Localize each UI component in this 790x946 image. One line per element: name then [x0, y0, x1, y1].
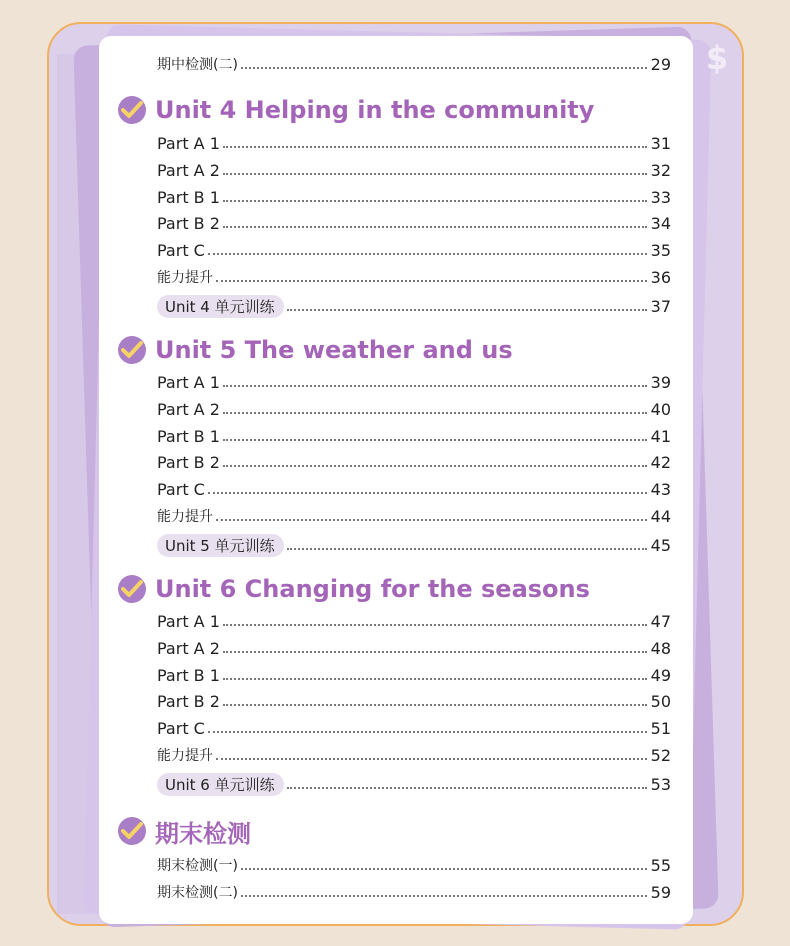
- toc-entry-label: Part A 1: [157, 133, 220, 153]
- toc-entry-page: 36: [650, 267, 671, 287]
- dollar-icon: $: [705, 39, 729, 77]
- dot-leader: [223, 172, 647, 175]
- toc-entry-page: 47: [650, 611, 671, 631]
- toc-entry-label: 能力提升: [157, 270, 213, 286]
- unit-heading-6[interactable]: [118, 572, 590, 606]
- toc-entry-label: Part C: [157, 479, 205, 499]
- toc-entry-label: 能力提升: [157, 509, 213, 525]
- toc-entry-label: Part B 2: [157, 691, 220, 711]
- toc-entry[interactable]: [157, 212, 671, 234]
- toc-entry[interactable]: [157, 717, 671, 739]
- unit-review-pill: Unit 6 单元训练: [157, 773, 284, 796]
- toc-entry-page: 43: [650, 479, 671, 499]
- toc-entry[interactable]: [157, 744, 671, 766]
- dot-leader: [287, 786, 647, 789]
- toc-entry-label: Part B 1: [157, 665, 220, 685]
- toc-entry[interactable]: [157, 637, 671, 659]
- dot-leader: [223, 703, 647, 706]
- toc-entry-page: 37: [650, 296, 671, 316]
- toc-entry-page: 31: [650, 133, 671, 153]
- toc-entry-page: 55: [650, 855, 671, 875]
- toc-entry-page: 48: [650, 638, 671, 658]
- dot-leader: [287, 308, 647, 311]
- toc-entry-label: Part B 1: [157, 426, 220, 446]
- toc-entry[interactable]: [157, 398, 671, 420]
- toc-entry[interactable]: [157, 239, 671, 261]
- toc-entry[interactable]: [157, 371, 671, 393]
- toc-entry-label: Part C: [157, 718, 205, 738]
- dot-leader: [216, 518, 647, 521]
- dot-leader: [223, 650, 647, 653]
- toc-entry[interactable]: [157, 881, 671, 903]
- toc-entry-unit-review[interactable]: [157, 773, 671, 795]
- final-exam-heading[interactable]: [118, 814, 251, 848]
- toc-entry-top-1[interactable]: [157, 53, 671, 75]
- toc-entry-label: Part B 2: [157, 213, 220, 233]
- dot-leader: [223, 145, 647, 148]
- dot-leader: [223, 677, 647, 680]
- dot-leader: [223, 384, 647, 387]
- toc-entry-page: 34: [650, 213, 671, 233]
- toc-entry[interactable]: [157, 425, 671, 447]
- unit-heading-title: Unit 6 Changing for the seasons: [155, 575, 590, 603]
- toc-entry[interactable]: [157, 266, 671, 288]
- dot-leader: [208, 491, 647, 494]
- unit-review-pill: Unit 5 单元训练: [157, 534, 284, 557]
- toc-entry-label: 期中检测(二): [157, 57, 238, 73]
- toc-entry-label: Part B 2: [157, 452, 220, 472]
- toc-entry-page: 32: [650, 160, 671, 180]
- toc-entry[interactable]: [157, 854, 671, 876]
- toc-entry-page: 51: [650, 718, 671, 738]
- toc-entry[interactable]: [157, 505, 671, 527]
- check-circle-icon: [118, 96, 146, 124]
- check-circle-icon: [118, 336, 146, 364]
- toc-entry-unit-review[interactable]: [157, 295, 671, 317]
- unit-heading-title: Unit 5 The weather and us: [155, 336, 513, 364]
- toc-entry-page: 29: [650, 54, 671, 74]
- check-circle-icon: [118, 817, 146, 845]
- toc-entry[interactable]: [157, 664, 671, 686]
- toc-entry-page: 39: [650, 372, 671, 392]
- dot-leader: [223, 438, 647, 441]
- toc-entry-label: Part A 2: [157, 399, 220, 419]
- toc-entry-page: 59: [650, 882, 671, 902]
- toc-entry[interactable]: [157, 451, 671, 473]
- toc-entry[interactable]: [157, 132, 671, 154]
- dot-leader: [241, 894, 647, 897]
- toc-entry-page: 42: [650, 452, 671, 472]
- toc-entry-label: Part C: [157, 240, 205, 260]
- dot-leader: [216, 757, 647, 760]
- toc-entry-page: 44: [650, 506, 671, 526]
- dot-leader: [208, 252, 647, 255]
- toc-entry-label: Part A 2: [157, 638, 220, 658]
- dot-leader: [241, 66, 647, 69]
- check-circle-icon: [118, 575, 146, 603]
- toc-entry-label: 能力提升: [157, 748, 213, 764]
- toc-entry-label: 期末检测(一): [157, 858, 238, 874]
- toc-entry[interactable]: [157, 478, 671, 500]
- dot-leader: [223, 411, 647, 414]
- unit-heading-title: Unit 4 Helping in the community: [155, 96, 595, 124]
- toc-entry-label: Part A 1: [157, 372, 220, 392]
- unit-review-pill: Unit 4 单元训练: [157, 295, 284, 318]
- dot-leader: [223, 225, 647, 228]
- dot-leader: [208, 730, 647, 733]
- toc-entry-unit-review[interactable]: [157, 534, 671, 556]
- toc-entry-page: 52: [650, 745, 671, 765]
- toc-entry-page: 41: [650, 426, 671, 446]
- dot-leader: [223, 464, 647, 467]
- unit-heading-5[interactable]: [118, 333, 513, 367]
- dot-leader: [287, 547, 647, 550]
- toc-entry-label: Part B 1: [157, 187, 220, 207]
- toc-entry[interactable]: [157, 159, 671, 181]
- dot-leader: [241, 867, 647, 870]
- toc-entry-page: 45: [650, 535, 671, 555]
- toc-entry-label: Part A 2: [157, 160, 220, 180]
- toc-entry[interactable]: [157, 186, 671, 208]
- toc-entry-label: 期末检测(二): [157, 885, 238, 901]
- toc-entry-page: 53: [650, 774, 671, 794]
- toc-entry-page: 40: [650, 399, 671, 419]
- toc-entry-label: Part A 1: [157, 611, 220, 631]
- dot-leader: [223, 623, 647, 626]
- toc-entry-page: 50: [650, 691, 671, 711]
- dot-leader: [216, 279, 647, 282]
- toc-entry-page: 49: [650, 665, 671, 685]
- unit-heading-title: 期末检测: [155, 819, 251, 848]
- toc-entry[interactable]: [157, 610, 671, 632]
- toc-entry-page: 33: [650, 187, 671, 207]
- toc-entry[interactable]: [157, 690, 671, 712]
- unit-heading-4[interactable]: [118, 93, 594, 127]
- dot-leader: [223, 199, 647, 202]
- toc-entry-page: 35: [650, 240, 671, 260]
